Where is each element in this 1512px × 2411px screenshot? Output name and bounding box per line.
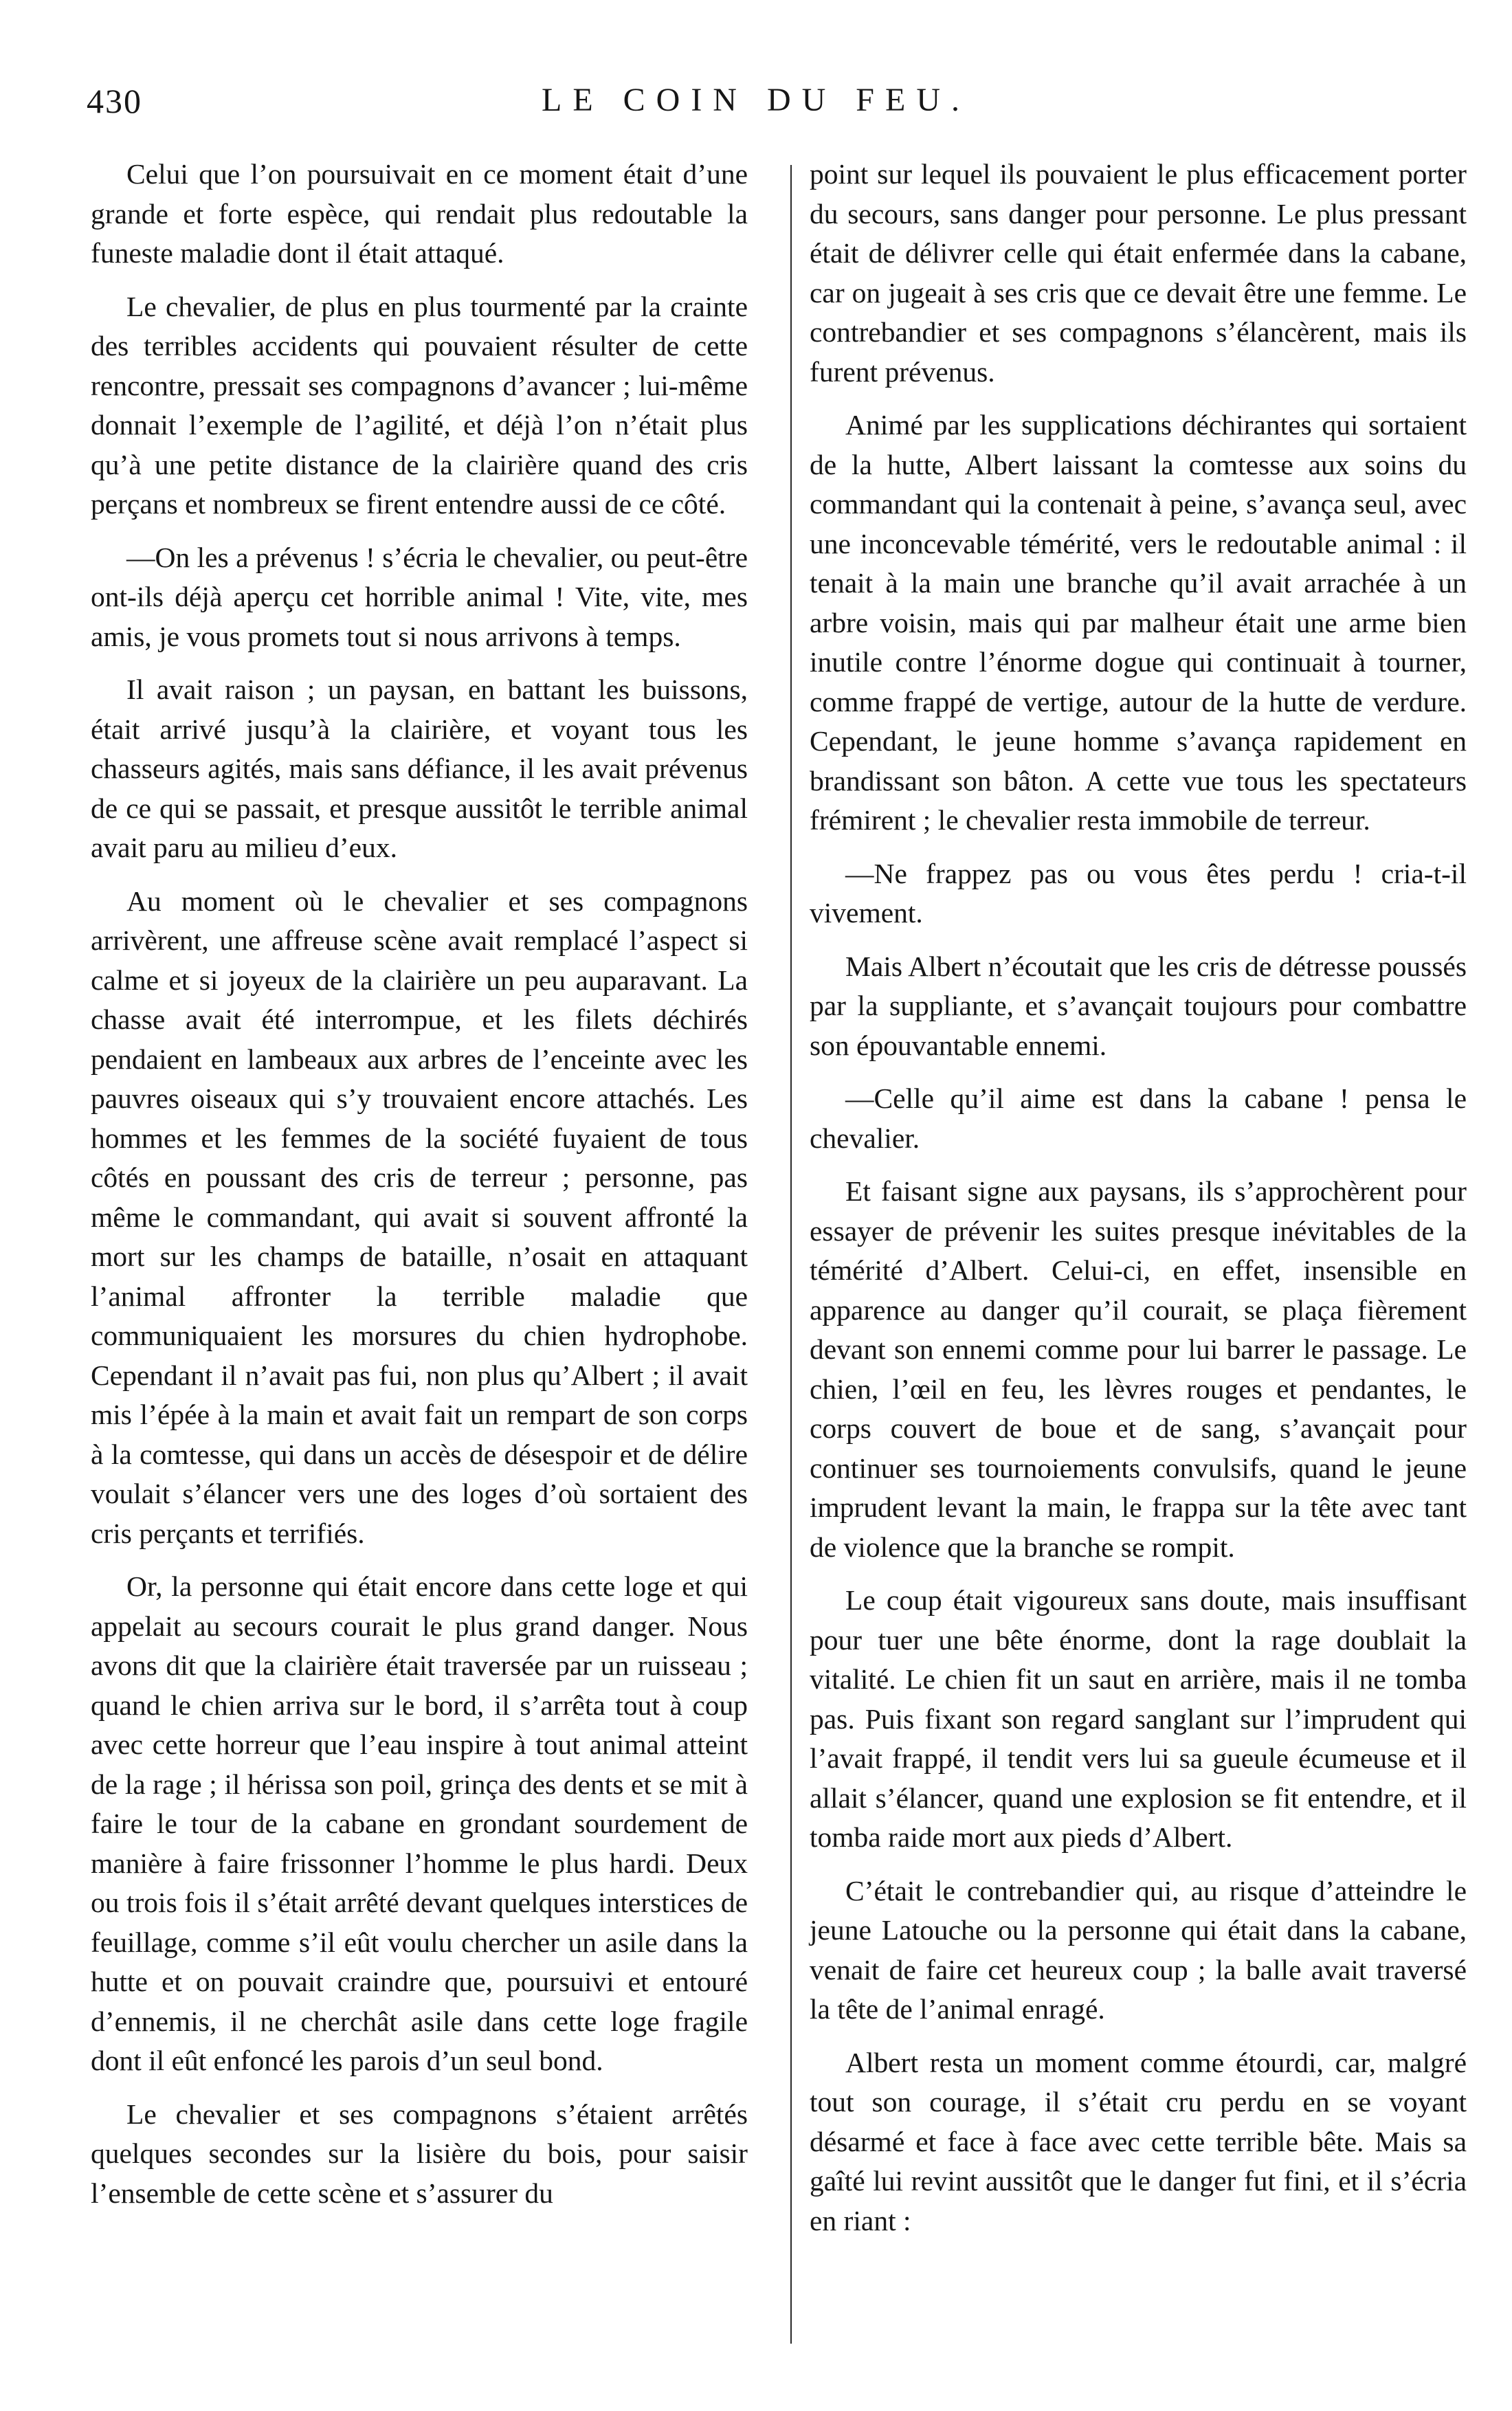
page-number: 430 [87,82,142,120]
paragraph: —Ne frappez pas ou vous êtes perdu ! cria-t-il vivement. [810,857,1467,929]
running-title: LE COIN DU FEU. [542,82,970,118]
paragraph: Le coup était vigoureux sans doute, mais insuffisant pour tuer une bête énorme, dont la rage doublait la vitalité. Le chien fit un saut en arrière, mais il ne tomba pas. Puis fixant son regard sanglant sur l’imprudent qui l’avait frappé, il tendit vers lui sa gueule écumeuse et il allait s’élancer, quand une explosion se fit entendre, et il tomba raide mort aux pieds d’Albert. [810,1584,1467,1853]
paragraph: Or, la personne qui était encore dans cette loge et qui appelait au secours courait le plus grand danger. Nous avons dit que la clairière était traversée par un ruisseau ; quand le chien arriva sur le bord, il s’arrêta tout à coup avec cette horreur que l’eau inspire à tout animal atteint de la rage ; il hérissa son poil, grinça des dents et se mit à faire le tour de la cabane en grondant sourdement de manière à faire frissonner l’homme le plus hardi. Deux ou trois fois il s’était arrêté devant quelques interstices de feuillage, comme s’il eût voulu chercher un asile dans la hutte et on pouvait craindre que, poursuivi et entouré d’ennemis, il ne cherchât asile dans cette loge fragile dont il eût enfoncé les parois d’un seul bond. [91,1570,748,2076]
paragraph: Il avait raison ; un paysan, en battant les buissons, était arrivé jusqu’à la clairière, et voyant tous les chasseurs agités, mais sans défiance, il les avait prévenus de ce qui se passait, et presque aussitôt le terrible animal avait paru au milieu d’eux. [91,674,748,863]
paragraph: Le chevalier et ses compagnons s’étaient arrêtés quelques secondes sur la lisière du bois, pour saisir l’ensemble de cette scène et s’assurer du [91,2098,748,2209]
paragraph: C’était le contrebandier qui, au risque d’atteindre le jeune Latouche ou la personne qui était dans la cabane, venait de faire cet heureux coup ; la balle avait traversé la tête de l’animal enragé. [810,1874,1467,2025]
paragraph: Au moment où le chevalier et ses compagnons arrivèrent, une affreuse scène avait remplacé l’aspect si calme et si joyeux de la clairière un peu auparavant. La chasse avait été interrompue, et les filets déchirés pendaient en lambeaux aux arbres de l’enceinte avec les pauvres oiseaux qui s’y trouvaient encore attachés. Les hommes et les femmes de la société fuyaient de tous côtés en poussant des cris de terreur ; personne, pas même le commandant, qui avait si souvent affronté la mort sur les champs de bataille, n’osait en attaquant l’animal affronter la terrible maladie que communiquaient les morsures du chien hydrophobe. Cependant il n’avait pas fui, non plus qu’Albert ; il avait mis l’épée à la main et avait fait un rempart de son corps à la comtesse, qui dans un accès de désespoir et de délire voulait s’élancer vers une des loges d’où sortaient des cris perçants et terrifiés. [91,885,748,1549]
paragraph: Celui que l’on poursuivait en ce moment était d’une grande et forte espèce, qui rendait plus redoutable la funeste maladie dont il était attaqué. [91,158,748,269]
left-column [91,155,748,2227]
paragraph: Mais Albert n’écoutait que les cris de détresse poussés par la suppliante, et s’avançait toujours pour combattre son épouvantable ennemi. [810,950,1467,1061]
paragraph: Animé par les supplications déchirantes qui sortaient de la hutte, Albert laissant la comtesse aux soins du commandant qui la contenait à peine, s’avança seul, avec une inconcevable témérité, vers le redoutable animal : il tenait à la main une branche qu’il avait arrachée à un arbre voisin, mais qui par malheur était une arme bien inutile contre l’énorme dogue qui continuait à tourner, comme frappé de vertige, autour de la hutte de verdure. Cependant, le jeune homme s’avança rapidement en brandissant son bâton. A cette vue tous les spectateurs frémirent ; le chevalier resta immobile de terreur. [810,409,1467,836]
paragraph: —Celle qu’il aime est dans la cabane ! pensa le chevalier. [810,1082,1467,1154]
paragraph: —On les a prévenus ! s’écria le chevalier, ou peut-être ont-ils déjà aperçu cet horrible animal ! Vite, vite, mes amis, je vous promets tout si nous arrivons à temps. [91,541,748,652]
paragraph: Le chevalier, de plus en plus tourmenté par la crainte des terribles accidents qui pouvaient résulter de cette rencontre, pressait ses compagnons d’avancer ; lui-même donnait l’exemple de l’agilité, et déjà l’on n’était plus qu’à une petite distance de la clairière quand des cris perçans et nombreux se firent entendre aussi de ce côté. [91,290,748,520]
right-column [810,155,1467,2254]
page-header [87,81,1425,136]
column-divider [790,165,792,2344]
paragraph-continuation: point sur lequel ils pouvaient le plus efficacement porter du secours, sans danger pour personne. Le plus pressant était de délivrer celle qui était enfermée dans la cabane, car on jugeait à ses cris que ce devait être une femme. Le contrebandier et ses compagnons s’élancèrent, mais ils furent prévenus. [810,158,1467,388]
paragraph: Et faisant signe aux paysans, ils s’approchèrent pour essayer de prévenir les suites presque inévitables de la témérité d’Albert. Celui-ci, en effet, insensible en apparence au danger qu’il courait, se plaça fièrement devant son ennemi comme pour lui barrer le passage. Le chien, l’œil en feu, les lèvres rouges et pendantes, le corps couvert de boue et de sang, s’avançait pour continuer ses tournoiements convulsifs, quand le jeune imprudent levant la main, le frappa sur la tête avec tant de violence que la branche se rompit. [810,1175,1467,1563]
paragraph: Albert resta un moment comme étourdi, car, malgré tout son courage, il s’était cru perdu en se voyant désarmé et face à face avec cette terrible bête. Mais sa gaîté lui revint aussitôt que le danger fut fini, et il s’écria en riant : [810,2046,1467,2236]
